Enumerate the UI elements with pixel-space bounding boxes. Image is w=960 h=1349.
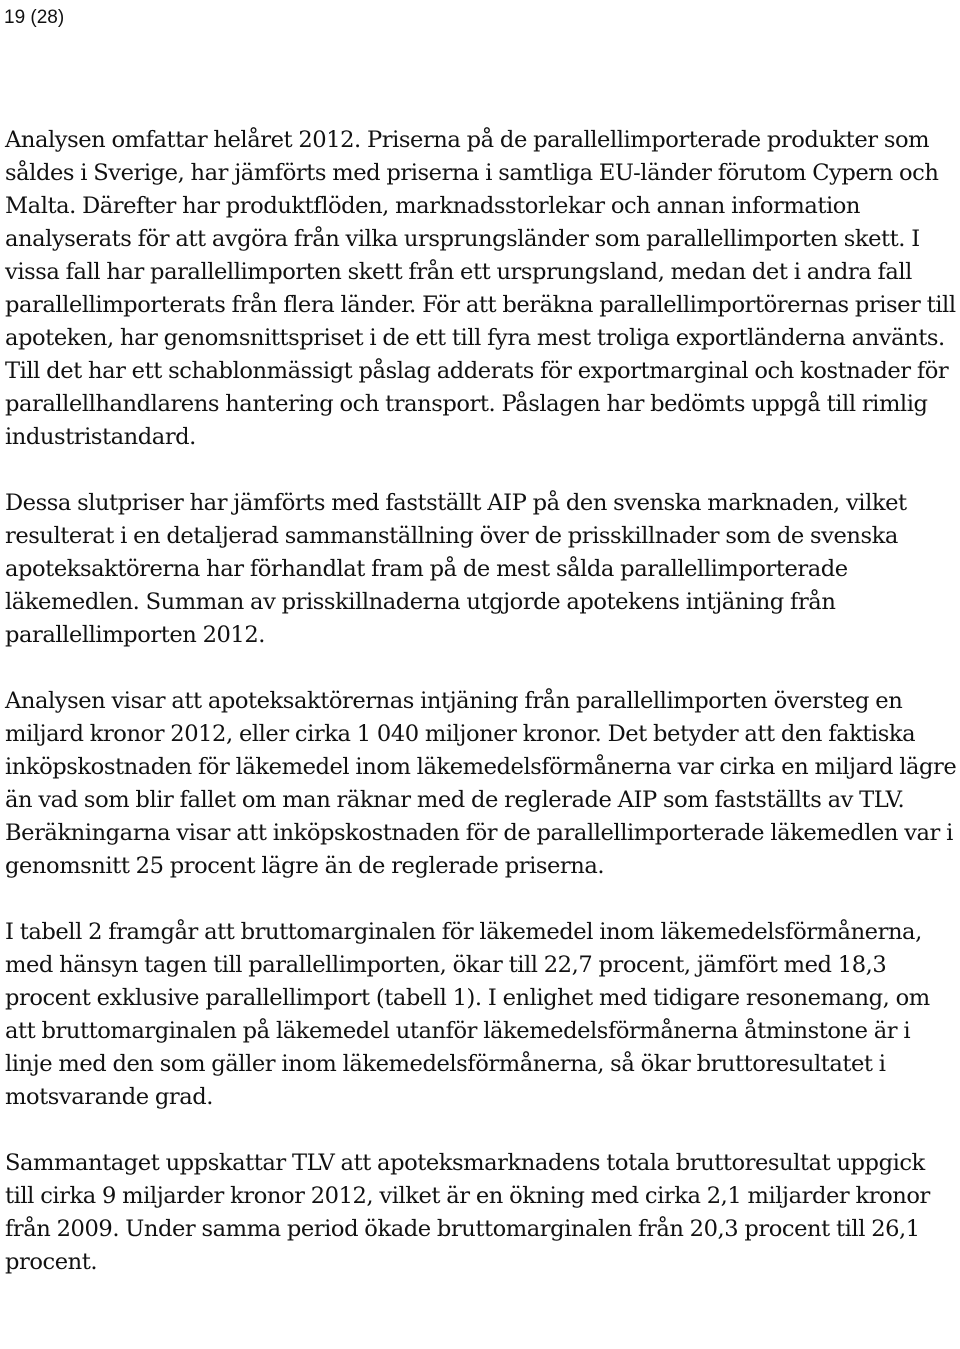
paragraph-price-comparison: Dessa slutpriser har jämförts med fastställt AIP på den svenska marknaden, vilket resulterat i en detaljerad sammanställning över de prisskillnader som de svenska apoteksaktörerna har förhandlat fram på de mest sålda parallellimporterade läkemedlen. Summan av prisskillnaderna utgjorde apotekens intjäning från parallellimporten 2012.: [5, 490, 907, 648]
paragraph-analysis-scope: Analysen omfattar helåret 2012. Priserna på de parallellimporterade produkter som såldes i Sverige, har jämförts med priserna i samtliga EU-länder förutom Cypern och Malta. Därefter har produktflöden, marknadsstorlekar och annan information analyserats för att avgöra från vilka ursprungsländer som parallellimporten skett. I vissa fall har parallellimporten skett från ett ursprungsland, medan det i andra fall parallellimporterats från flera länder. För att beräkna parallellimportörernas priser till apoteken, har genomsnittspriset i de ett till fyra mest troliga exportländerna använts. Till det har ett schablonmässigt påslag adderats för exportmarginal och kostnader för parallellhandlarens hantering och transport. Påslagen har bedömts uppgå till rimlig industristandard.: [5, 127, 956, 450]
paragraph-analysis-result: Analysen visar att apoteksaktörernas intjäning från parallellimporten översteg en miljard kronor 2012, eller cirka 1 040 miljoner kronor. Det betyder att den faktiska inköpskostnaden för läkemedel inom läkemedelsförmånerna var cirka en miljard lägre än vad som blir fallet om man räknar med de reglerade AIP som fastställts av TLV. Beräkningarna visar att inköpskostnaden för de parallellimporterade läkemedlen var i genomsnitt 25 procent lägre än de reglerade priserna.: [5, 688, 957, 879]
paragraph-gross-margin: I tabell 2 framgår att bruttomarginalen för läkemedel inom läkemedelsförmånerna, med hänsyn tagen till parallellimporten, ökar till 22,7 procent, jämfört med 18,3 procent exklusive parallellimport (tabell 1). I enlighet med tidigare resonemang, om att bruttomarginalen på läkemedel utanför läkemedelsförmånerna åtminstone är i linje med den som gäller inom läkemedelsförmånerna, så ökar bruttoresultatet i motsvarande grad.: [5, 919, 930, 1110]
document-body: [5, 124, 957, 1279]
page-number: 19 (28): [4, 7, 65, 28]
paragraph-summary: Sammantaget uppskattar TLV att apoteksmarknadens totala bruttoresultat uppgick till cirka 9 miljarder kronor 2012, vilket är en ökning med cirka 2,1 miljarder kronor från 2009. Under samma period ökade bruttomarginalen från 20,3 procent till 26,1 procent.: [5, 1150, 930, 1275]
